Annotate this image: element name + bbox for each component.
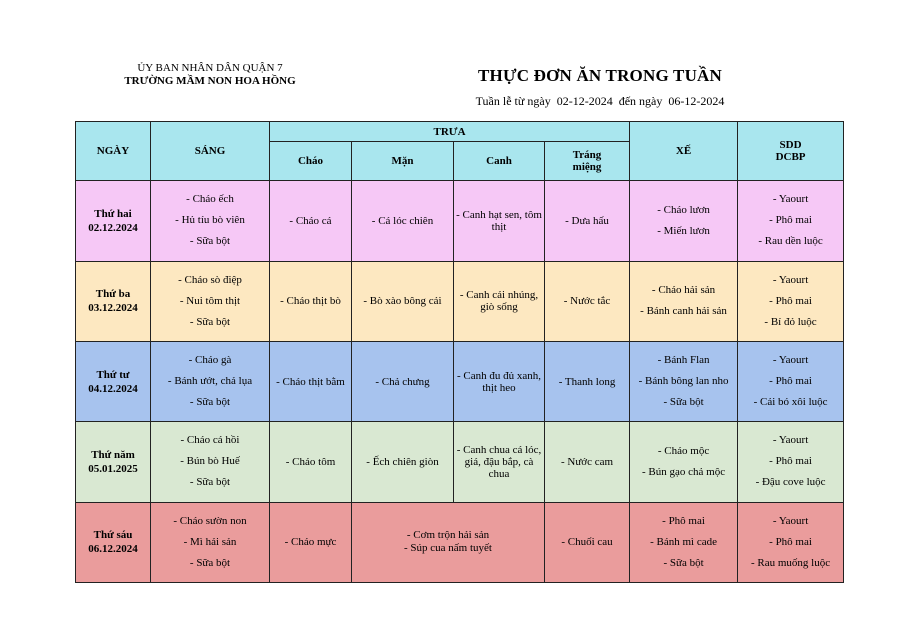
trang-mieng-cell: - Nước tắc — [545, 261, 630, 341]
header-chao: Cháo — [270, 142, 352, 181]
afternoon-cell: - Cháo lươn - Miến lươn — [630, 181, 738, 261]
header-morning: SÁNG — [151, 122, 270, 181]
header-afternoon: XẾ — [630, 122, 738, 181]
organization-header — [100, 62, 320, 88]
chao-cell: - Cháo tôm — [270, 422, 352, 502]
sdd-cell: - Yaourt - Phô mai - Bí đỏ luộc — [738, 261, 844, 341]
chao-cell: - Cháo mực — [270, 502, 352, 582]
day-cell: Thứ sáu 06.12.2024 — [76, 502, 151, 582]
weekly-menu-table — [75, 121, 844, 583]
man-canh-merged-cell: - Cơm trộn hải sản - Súp cua nấm tuyết — [352, 502, 545, 582]
table-row — [76, 341, 844, 421]
canh-cell: - Canh chua cá lóc, giá, đậu bắp, cà chua — [454, 422, 545, 502]
canh-cell: - Canh đu đủ xanh, thịt heo — [454, 341, 545, 421]
afternoon-cell: - Bánh Flan - Bánh bông lan nho - Sữa bột — [630, 341, 738, 421]
trang-mieng-cell: - Dưa hấu — [545, 181, 630, 261]
table-row — [76, 502, 844, 582]
menu-title-block — [440, 66, 760, 109]
man-cell: - Cá lóc chiên — [352, 181, 454, 261]
sdd-cell: - Yaourt - Phô mai - Rau dền luộc — [738, 181, 844, 261]
trang-mieng-cell: - Chuối cau — [545, 502, 630, 582]
page-title: THỰC ĐƠN ĂN TRONG TUẦN — [478, 66, 722, 85]
school-name: TRƯỜNG MẦM NON HOA HỒNG — [124, 75, 296, 87]
man-cell: - Chả chưng — [352, 341, 454, 421]
man-cell: - Bò xào bông cải — [352, 261, 454, 341]
header-lunch: TRƯA — [270, 122, 630, 142]
morning-cell: - Cháo gà - Bánh ướt, chả lụa - Sữa bột — [151, 341, 270, 421]
morning-cell: - Cháo sò điệp - Nui tôm thịt - Sữa bột — [151, 261, 270, 341]
morning-cell: - Cháo cá hồi - Bún bò Huế - Sữa bột — [151, 422, 270, 502]
chao-cell: - Cháo thịt bằm — [270, 341, 352, 421]
table-row — [76, 181, 844, 261]
header-trang-mieng: Tráng miệng — [545, 142, 630, 181]
trang-mieng-cell: - Nước cam — [545, 422, 630, 502]
morning-cell: - Cháo sườn non - Mì hải sản - Sữa bột — [151, 502, 270, 582]
morning-cell: - Cháo ếch - Hủ tíu bò viên - Sữa bột — [151, 181, 270, 261]
header-canh: Canh — [454, 142, 545, 181]
chao-cell: - Cháo thịt bò — [270, 261, 352, 341]
sdd-cell: - Yaourt - Phô mai - Cải bó xôi luộc — [738, 341, 844, 421]
day-cell: Thứ tư 04.12.2024 — [76, 341, 151, 421]
chao-cell: - Cháo cá — [270, 181, 352, 261]
afternoon-cell: - Cháo mộc - Bún gạo chả mộc — [630, 422, 738, 502]
canh-cell: - Canh cải nhúng, giò sống — [454, 261, 545, 341]
header-man: Mặn — [352, 142, 454, 181]
week-range: Tuần lễ từ ngày 02-12-2024 đến ngày 06-12-2024 — [475, 94, 725, 108]
man-cell: - Ếch chiên giòn — [352, 422, 454, 502]
day-cell: Thứ hai 02.12.2024 — [76, 181, 151, 261]
sdd-cell: - Yaourt - Phô mai - Đậu cove luộc — [738, 422, 844, 502]
table-row — [76, 422, 844, 502]
day-cell: Thứ ba 03.12.2024 — [76, 261, 151, 341]
afternoon-cell: - Cháo hải sản - Bánh canh hải sản — [630, 261, 738, 341]
table-row — [76, 261, 844, 341]
sdd-cell: - Yaourt - Phô mai - Rau muống luộc — [738, 502, 844, 582]
district-committee-name: ỦY BAN NHÂN DÂN QUẬN 7 — [137, 62, 283, 74]
header-day: NGÀY — [76, 122, 151, 181]
trang-mieng-cell: - Thanh long — [545, 341, 630, 421]
afternoon-cell: - Phô mai - Bánh mì cade - Sữa bột — [630, 502, 738, 582]
canh-cell: - Canh hạt sen, tôm thịt — [454, 181, 545, 261]
header-sdd-dcbp: SDD DCBP — [738, 122, 844, 181]
day-cell: Thứ năm 05.01.2025 — [76, 422, 151, 502]
